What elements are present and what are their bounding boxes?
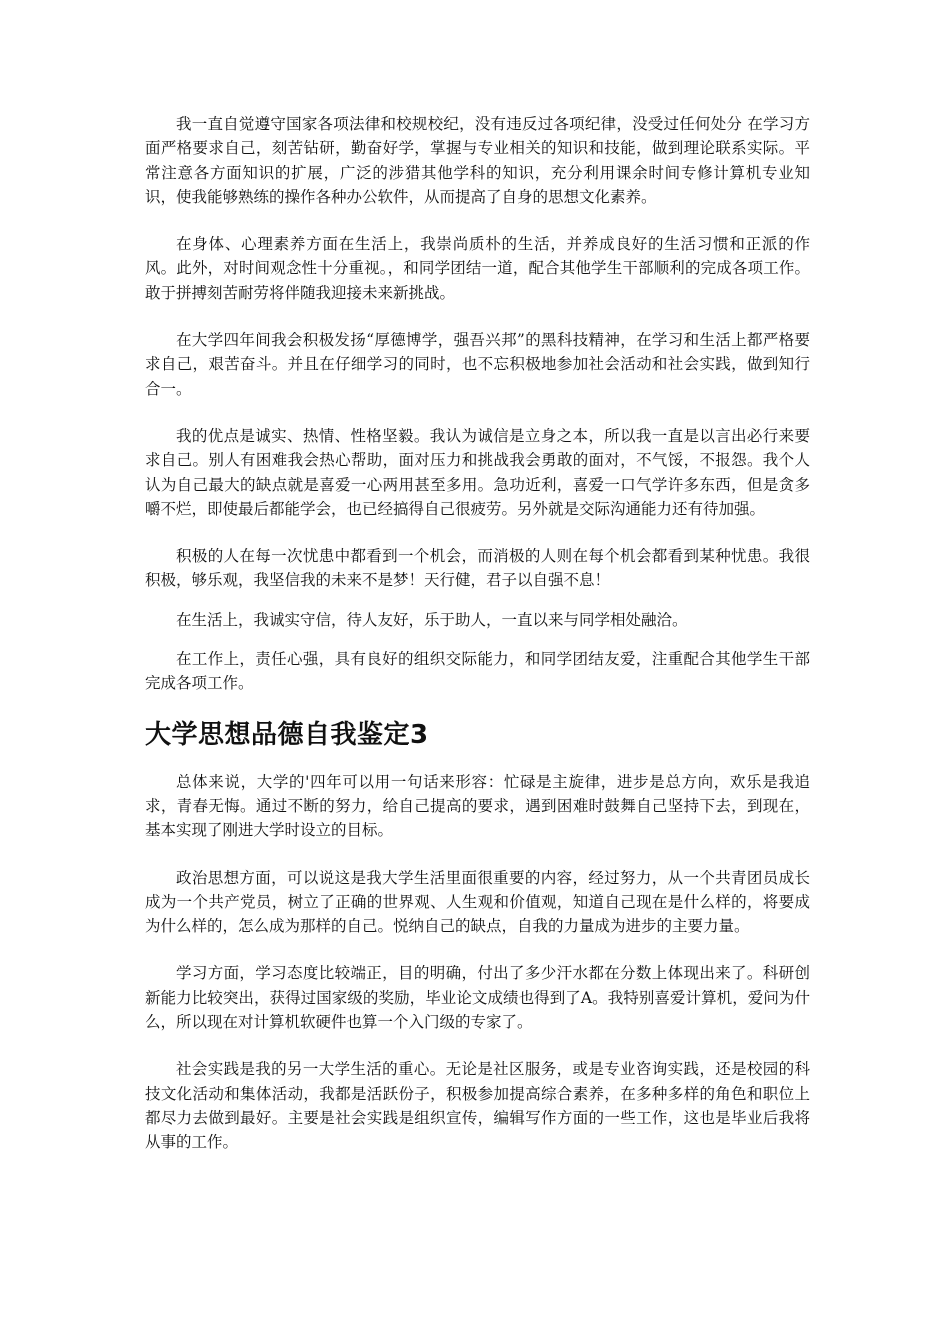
paragraph-university-spirit: 在大学四年间我会积极发扬“厚德博学，强吾兴邦”的黑科技精神，在学习和生活上都严格要求自己，艰苦奋斗。并且在仔细学习的同时，也不忘积极地参加社会活动和社会实践，做到知行合一。 <box>145 331 810 398</box>
paragraph-positive-attitude: 积极的人在每一次忧患中都看到一个机会，而消极的人则在每个机会都看到某种忧患。我很积极，够乐观，我坚信我的未来不是梦！天行健，君子以自强不息！ <box>145 547 810 590</box>
paragraph-political: 政治思想方面，可以说这是我大学生活里面很重要的内容，经过努力，从一个共青团员成长成为一个共产党员，树立了正确的世界观、人生观和价值观，知道自己现在是什么样的，将要成为什么样的，怎么成为那样的自己。悦纳自己的缺点，自我的力量成为进步的主要力量。 <box>145 868 810 936</box>
paragraph-strengths-weaknesses: 我的优点是诚实、热情、性格坚毅。我认为诚信是立身之本，所以我一直是以言出必行来要求自己。别人有困难我会热心帮助，面对压力和挑战我会勇敢的面对，不气馁，不报怨。我个人认为自己最大的缺点就是喜爱一心两用甚至多用。急功近利，喜爱一口气学许多东西，但是贪多嚼不烂，即使最后都能学会，也已经搞得自己很疲劳。另外就是交际沟通能力还有待加强。 <box>145 426 810 518</box>
paragraph-life: 在生活上，我诚实守信，待人友好，乐于助人，一直以来与同学相处融洽。 <box>176 610 688 629</box>
section-title: 大学思想品德自我鉴定3 <box>145 719 429 750</box>
paragraph-discipline-study: 我一直自觉遵守国家各项法律和校规校纪，没有违反过各项纪律，没受过任何处分 在学习方面严格要求自己，刻苦钻研，勤奋好学，掌握与专业相关的知识和技能，做到理论联系实际。平常注意各方面知识的扩展，广泛的涉猎其他学科的知识，充分利用课余时间专修计算机专业知识，使我能够熟练的操作各种办公软件，从而提高了自身的思想文化素养。 <box>145 115 810 206</box>
paragraph-physical-mental: 在身体、心理素养方面在生活上，我崇尚质朴的生活，并养成良好的生活习惯和正派的作风。此外，对时间观念性十分重视。，和同学团结一道，配合其他学生干部顺利的完成各项工作。敢于拼搏刻苦耐劳将伴随我迎接未来新挑战。 <box>145 235 810 302</box>
paragraph-study: 学习方面，学习态度比较端正，目的明确，付出了多少汗水都在分数上体现出来了。科研创新能力比较突出，获得过国家级的奖励，毕业论文成绩也得到了A。我特别喜爱计算机，爱问为什么，所以现在对计算机软硬件也算一个入门级的专家了。 <box>145 964 810 1032</box>
paragraph-social-practice: 社会实践是我的另一大学生活的重心。无论是社区服务，或是专业咨询实践，还是校园的科技文化活动和集体活动，我都是活跃份子，积极参加提高综合素养，在多种多样的角色和职位上都尽力去做到最好。主要是社会实践是组织宣传，编辑写作方面的一些工作，这也是毕业后我将从事的工作。 <box>145 1060 810 1152</box>
paragraph-work: 在工作上，责任心强，具有良好的组织交际能力，和同学团结友爱，注重配合其他学生干部 完成各项工作。 <box>145 650 810 693</box>
paragraph-overall: 总体来说，大学的'四年可以用一句话来形容：忙碌是主旋律，进步是总方向，欢乐是我追求，青春无悔。通过不断的努力，给自己提高的要求，遇到困难时鼓舞自己坚持下去，到现在，基本实现了刚进大学时设立的目标。 <box>145 772 810 840</box>
document-page <box>145 112 810 1155</box>
